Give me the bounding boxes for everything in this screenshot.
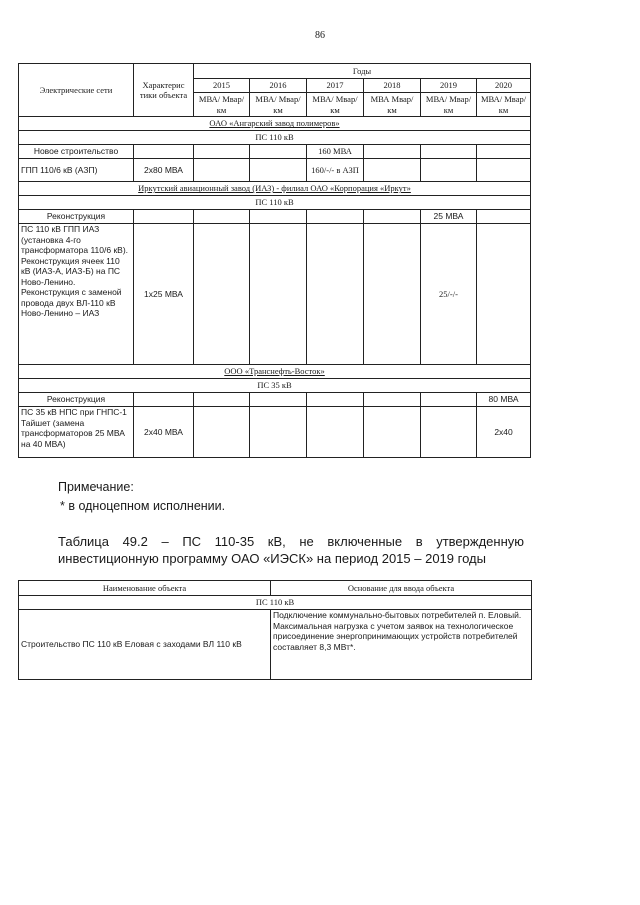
row-gpp-azp-2017: 160/-/- в АЗП [307,159,364,182]
substation-class-35: ПС 35 кВ [19,379,531,393]
header-characteristics: Характерис тики объекта [134,64,194,117]
header-reason: Основание для ввода объекта [271,581,532,596]
table2-substation-class: ПС 110 кВ [19,596,532,610]
row-reconstruction-transneft-label: Реконструкция [19,393,134,407]
note-title: Примечание: [58,480,134,494]
substation-class-110: ПС 110 кВ [19,131,531,145]
header-electric-networks: Электрические сети [19,64,134,117]
row-gpp-azp-name: ГПП 110/6 кВ (АЗП) [19,159,134,182]
table2-object-name: Строительство ПС 110 кВ Еловая с заходами ВЛ 110 кВ [19,610,271,680]
header-unit-2017: МВА/ Мвар/км [307,93,364,117]
row-reconstruction-transneft-2020: 80 МВА [477,393,531,407]
header-year-2019: 2019 [421,79,477,93]
row-new-construction-label: Новое строительство [19,145,134,159]
page-number: 86 [315,30,325,41]
header-year-2016: 2016 [250,79,307,93]
header-year-2017: 2017 [307,79,364,93]
header-years: Годы [194,64,531,79]
org-irkutsk-aviation-plant: Иркутский авиационный завод (ИАЗ) - филиал ОАО «Корпорация «Иркут» [19,182,531,196]
row-nps-taishet-characteristics: 2х40 МВА [134,407,194,458]
header-year-2018: 2018 [364,79,421,93]
row-reconstruction-iaz-2019: 25 МВА [421,210,477,224]
header-unit-2018: МВА Мвар/км [364,93,421,117]
row-nps-taishet-name: ПС 35 кВ НПС при ГНПС-1 Тайшет (замена трансформаторов 25 МВА на 40 МВА) [19,407,134,458]
planned-substations-table [18,63,531,458]
unapproved-substations-table [18,580,532,680]
table-caption-line2: инвестиционную программу ОАО «ИЭСК» на период 2015 – 2019 годы [58,551,486,566]
table-caption-line1: Таблица 49.2 – ПС 110-35 кВ, не включенные в утвержденную [58,534,524,549]
row-gpp-iaz-characteristics: 1х25 МВА [134,224,194,365]
table-caption [58,533,524,567]
header-unit-2019: МВА/ Мвар/км [421,93,477,117]
row-new-construction-2017: 160 МВА [307,145,364,159]
header-unit-2020: МВА/ Мвар/км [477,93,531,117]
row-reconstruction-iaz-label: Реконструкция [19,210,134,224]
org-angarsk-polymer-plant: ОАО «Ангарский завод полимеров» [19,117,531,131]
header-unit-2015: МВА/ Мвар/км [194,93,250,117]
row-nps-taishet-2020: 2х40 [477,407,531,458]
row-gpp-iaz-2019: 25/-/- [421,224,477,365]
note-item: * в одноцепном исполнении. [60,499,226,513]
row-gpp-iaz-name: ПС 110 кВ ГПП ИАЗ (установка 4-го трансформатора 110/6 кВ). Реконструкция ячеек 110 кВ (ИАЗ-А, ИАЗ-Б) на ПС Ново-Ленино. Реконструкция с заменой провода двух ВЛ-110 кВ Ново-Ленино – ИАЗ [19,224,134,365]
substation-class-110-iaz: ПС 110 кВ [19,196,531,210]
header-unit-2016: МВА/ Мвар/км [250,93,307,117]
table2-object-reason: Подключение коммунально-бытовых потребителей п. Еловый. Максимальная нагрузка с учетом заявок на технологическое присоединение энергопринимающих устройств потребителей составляет 8,3 МВт*. [271,610,532,680]
row-gpp-azp-characteristics: 2х80 МВА [134,159,194,182]
org-transneft-vostok: ООО «Транснефть-Восток» [19,365,531,379]
header-year-2020: 2020 [477,79,531,93]
header-year-2015: 2015 [194,79,250,93]
header-object-name: Наименование объекта [19,581,271,596]
